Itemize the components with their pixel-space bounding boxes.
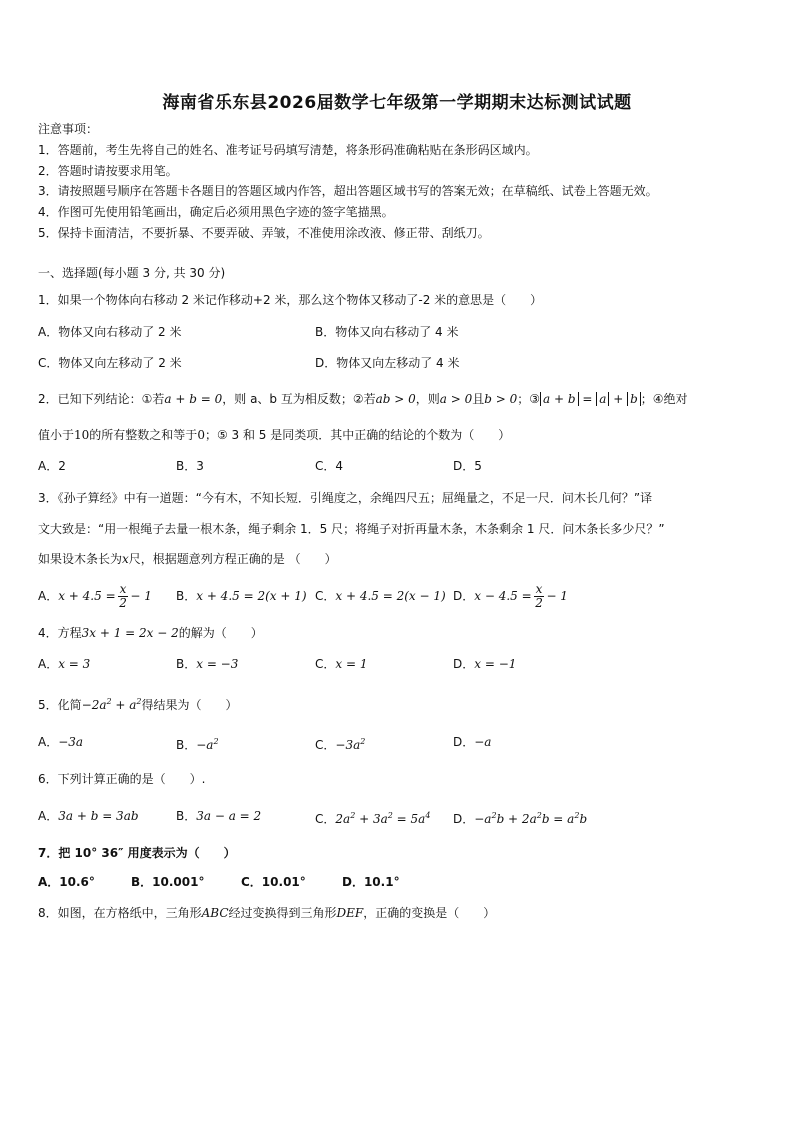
question-3-option-c xyxy=(315,588,446,604)
page-title: 海南省乐东县2026届数学七年级第一学期期末达标测试试题 xyxy=(162,93,632,113)
q6-c-t3: = 5a xyxy=(392,812,426,826)
q5-b-expr: −a xyxy=(196,738,214,752)
q3-d-den: 2 xyxy=(535,595,543,610)
q8-text-2: 经过变换得到三角形 xyxy=(228,906,337,920)
question-7-option-a: A．10.6° xyxy=(38,875,95,889)
question-1-stem: 1．如果一个物体向右移动 2 米记作移动+2 米，那么这个物体又移动了-2 米的意思是（ ） xyxy=(38,293,543,307)
notice-item-4: 4．作图可先使用铅笔画出，确定后必须用黑色字迹的签字笔描黑。 xyxy=(38,205,394,219)
q4-text-2: 的解为（ ） xyxy=(178,626,263,640)
question-2-option-a: A．2 xyxy=(38,459,66,473)
q3-b-label: B． xyxy=(176,589,197,603)
question-7-option-b: B．10.001° xyxy=(131,875,205,889)
question-8-stem xyxy=(38,905,495,921)
q2-l2-num-2: 0 xyxy=(197,428,205,442)
q3-l3-text-1: 如果设木条长为 xyxy=(38,552,123,566)
question-4-option-a xyxy=(38,656,90,672)
q2-l2-text-1: 值小于 xyxy=(38,428,75,442)
q3-a-label: A． xyxy=(38,589,59,603)
question-3-line-2: 文大致是：“用一根绳子去量一根木条，绳子剩余 1．5 尺；将绳子对折再量木条，木条剩余 1 尺．问木条长多少尺？” xyxy=(38,522,665,536)
q8-triangle-1: ABC xyxy=(201,906,229,920)
q2-l2-text-2: 的所有整数之和等于 xyxy=(89,428,198,442)
q3-d-label: D． xyxy=(453,589,475,603)
q2-text-1: 2．已知下列结论：①若 xyxy=(38,392,165,406)
q3-a-fraction xyxy=(118,583,129,610)
q2-math-1: a + b = 0 xyxy=(164,392,223,406)
question-7-option-c: C．10.01° xyxy=(241,875,306,889)
q3-l3-text-2: 尺，根据题意列方程正确的是 （ ） xyxy=(128,552,337,566)
notice-item-1: 1．答题前，考生先将自己的姓名、准考证号码填写清楚，将条形码准确粘贴在条形码区域内。 xyxy=(38,143,538,157)
q5-term-2: + a xyxy=(111,698,137,712)
q4-b-label: B． xyxy=(176,657,197,671)
question-6-option-c xyxy=(315,808,430,827)
question-4-option-d xyxy=(453,656,516,672)
q6-d-e2: 2 xyxy=(536,811,542,820)
question-7-stem: 7．把 10° 36″ 用度表示为（ ） xyxy=(38,846,236,860)
question-6-option-a xyxy=(38,808,139,824)
q6-c-e3: 4 xyxy=(425,811,431,820)
q4-d-expr: x = −1 xyxy=(474,657,517,671)
q8-text-3: ，正确的变换是（ ） xyxy=(363,906,496,920)
q6-d-e1: 2 xyxy=(491,811,497,820)
question-3-line-3 xyxy=(38,551,337,567)
question-2-option-b: B．3 xyxy=(176,459,204,473)
q5-c-exp: 2 xyxy=(360,737,366,746)
q5-a-expr: −3a xyxy=(58,735,84,749)
q5-exp-2: 2 xyxy=(136,697,142,706)
q5-exp-1: 2 xyxy=(106,697,112,706)
q2-abs-a: a xyxy=(596,392,609,406)
question-2-option-d: D．5 xyxy=(453,459,482,473)
q3-d-left: x − 4.5 = xyxy=(474,589,532,603)
question-3-option-b xyxy=(176,588,307,604)
q5-text-1: 5．化简 xyxy=(38,698,82,712)
q6-d-label: D． xyxy=(453,812,475,826)
question-1-option-b: B．物体又向右移动了 4 米 xyxy=(315,325,459,339)
q2-l2-num-1: 10 xyxy=(74,428,90,442)
q3-l3-var: x xyxy=(122,552,129,566)
q3-d-right: − 1 xyxy=(546,589,568,603)
q5-term-1: −2a xyxy=(81,698,107,712)
question-4-option-c xyxy=(315,656,367,672)
q4-equation: 3x + 1 = 2x − 2 xyxy=(81,626,179,640)
question-3-option-d xyxy=(453,580,568,612)
q2-text-2: ，则 a、b 互为相反数；②若 xyxy=(222,392,376,406)
q2-text-5: ；③ xyxy=(517,392,541,406)
q6-d-t2: b + 2a xyxy=(496,812,537,826)
q3-d-fraction xyxy=(534,583,545,610)
question-2-option-c: C．4 xyxy=(315,459,344,473)
q6-d-t1: −a xyxy=(474,812,492,826)
notice-heading: 注意事项： xyxy=(38,122,99,136)
q8-text-1: 8．如图，在方格纸中，三角形 xyxy=(38,906,202,920)
question-5-option-d xyxy=(453,734,491,750)
q2-abs-b: b xyxy=(627,392,641,406)
q3-d-num: x xyxy=(535,581,543,596)
q8-triangle-2: DEF xyxy=(336,906,364,920)
question-6-option-b xyxy=(176,808,261,824)
q5-c-expr: −3a xyxy=(335,738,361,752)
q5-b-label: B． xyxy=(176,738,197,752)
question-5-option-a xyxy=(38,734,83,750)
q3-c-expr: x + 4.5 = 2(x − 1) xyxy=(335,589,446,603)
q4-a-expr: x = 3 xyxy=(58,657,91,671)
q3-a-right: − 1 xyxy=(130,589,152,603)
q5-text-2: 得结果为（ ） xyxy=(141,698,238,712)
q2-plus: + xyxy=(609,392,628,406)
question-7-option-d: D．10.1° xyxy=(342,875,400,889)
q5-d-expr: −a xyxy=(474,735,492,749)
question-5-option-c xyxy=(315,734,365,753)
q6-d-t4: b xyxy=(579,812,588,826)
q2-l2-text-3: ；⑤ 3 和 5 是同类项．其中正确的结论的个数为（ ） xyxy=(204,428,511,442)
q6-c-e1: 2 xyxy=(350,811,356,820)
q2-math-4: b > 0 xyxy=(484,392,518,406)
q6-b-expr: 3a − a = 2 xyxy=(196,809,262,823)
question-2-stem-line-2 xyxy=(38,427,510,443)
question-3-line-1: 3．《孙子算经》中有一道题：“今有木，不知长短．引绳度之，余绳四尺五；屈绳量之，不足一尺．问木长几何？”译 xyxy=(38,491,653,505)
question-2-stem-line-1 xyxy=(38,391,688,407)
q5-d-label: D． xyxy=(453,735,475,749)
question-1-option-d: D．物体又向左移动了 4 米 xyxy=(315,356,460,370)
question-6-stem: 6．下列计算正确的是（ ）. xyxy=(38,772,206,786)
q3-a-num: x xyxy=(119,581,127,596)
q3-b-expr: x + 4.5 = 2(x + 1) xyxy=(196,589,307,603)
question-6-option-d xyxy=(453,808,587,827)
question-5-stem xyxy=(38,694,238,713)
q4-c-label: C． xyxy=(315,657,336,671)
q4-b-expr: x = −3 xyxy=(196,657,239,671)
q6-d-t3: b = a xyxy=(541,812,575,826)
notice-item-2: 2．答题时请按要求用笔。 xyxy=(38,164,178,178)
q3-a-den: 2 xyxy=(119,595,127,610)
q6-b-label: B． xyxy=(176,809,197,823)
notice-item-3: 3．请按照题号顺序在答题卡各题目的答题区域内作答，超出答题区域书写的答案无效；在草稿纸、试卷上答题无效。 xyxy=(38,184,658,198)
q6-a-label: A． xyxy=(38,809,59,823)
q6-d-e3: 2 xyxy=(574,811,580,820)
question-1-option-c: C．物体又向左移动了 2 米 xyxy=(38,356,182,370)
question-5-option-b xyxy=(176,734,219,753)
q4-text-1: 4．方程 xyxy=(38,626,82,640)
section-heading: 一、选择题(每小题 3 分, 共 30 分) xyxy=(38,266,226,280)
q6-c-e2: 2 xyxy=(387,811,393,820)
question-3-option-a xyxy=(38,580,152,612)
question-4-stem xyxy=(38,625,263,641)
q2-math-2: ab > 0 xyxy=(375,392,416,406)
q6-c-t2: + 3a xyxy=(355,812,388,826)
q3-c-label: C． xyxy=(315,589,336,603)
q6-a-expr: 3a + b = 3ab xyxy=(58,809,139,823)
q2-eq: = xyxy=(578,392,597,406)
q3-a-left: x + 4.5 = xyxy=(58,589,116,603)
q5-b-exp: 2 xyxy=(213,737,219,746)
q2-text-3: ，则 xyxy=(415,392,440,406)
q2-text-6: ；④绝对 xyxy=(640,392,688,406)
q6-c-t1: 2a xyxy=(335,812,351,826)
q5-a-label: A． xyxy=(38,735,59,749)
q2-abs-sum: a + b xyxy=(540,392,579,406)
q4-c-expr: x = 1 xyxy=(335,657,368,671)
q2-math-3: a > 0 xyxy=(439,392,473,406)
notice-item-5: 5．保持卡面清洁，不要折暴、不要弄破、弄皱，不准使用涂改液、修正带、刮纸刀。 xyxy=(38,226,490,240)
question-1-option-a: A．物体又向右移动了 2 米 xyxy=(38,325,182,339)
question-4-option-b xyxy=(176,656,238,672)
q2-text-4: 且 xyxy=(472,392,485,406)
q4-d-label: D． xyxy=(453,657,475,671)
q4-a-label: A． xyxy=(38,657,59,671)
q5-c-label: C． xyxy=(315,738,336,752)
q6-c-label: C． xyxy=(315,812,336,826)
